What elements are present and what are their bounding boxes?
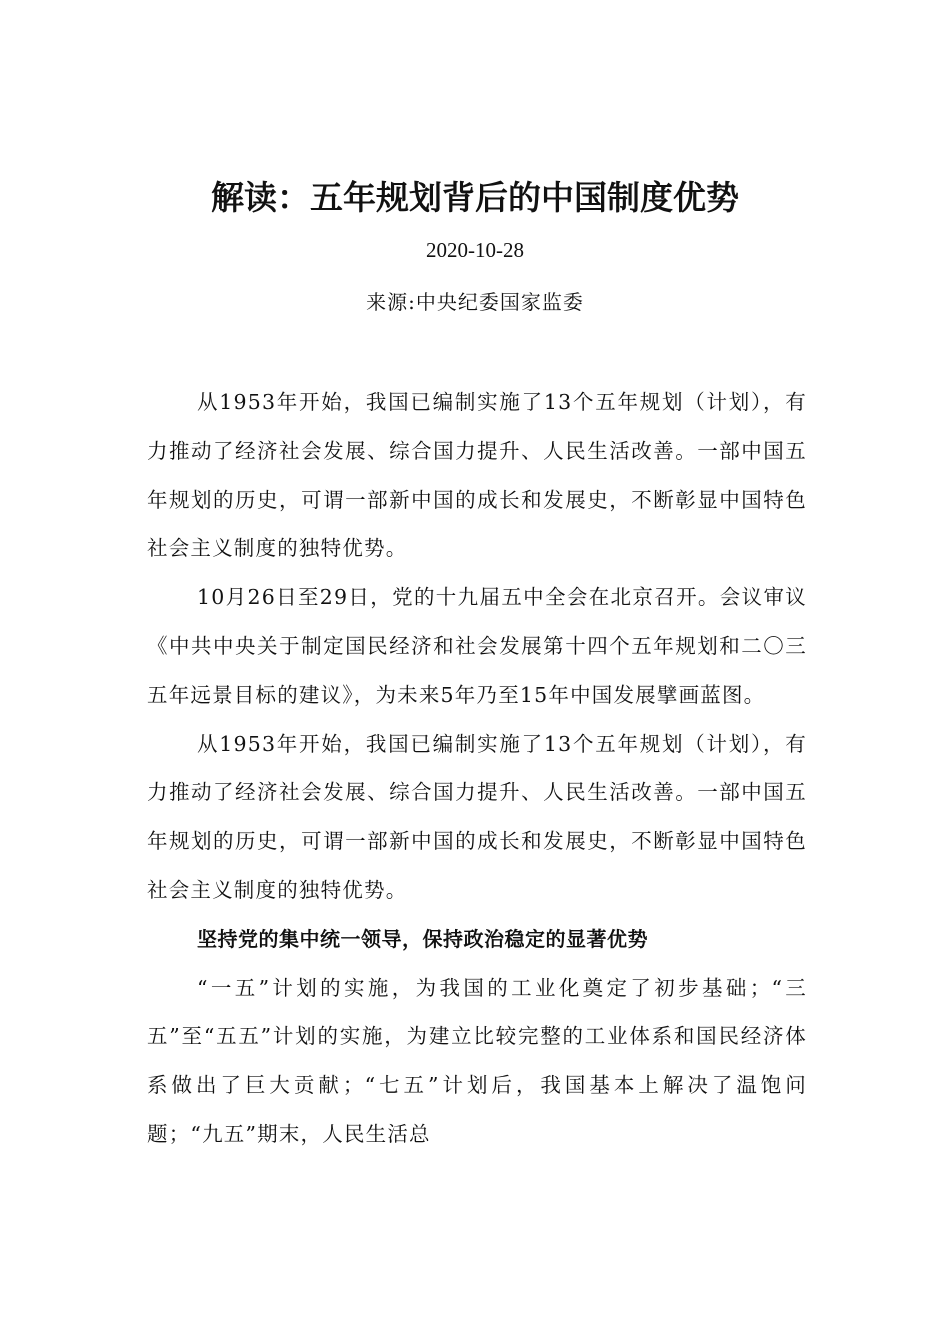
article-date: 2020-10-28 <box>426 238 524 262</box>
article-source: 来源:中央纪委国家监委 <box>366 290 584 314</box>
paragraph-1: 从1953年开始，我国已编制实施了13个五年规划（计划），有力推动了经济社会发展、综合国力提升、人民生活改善。一部中国五年规划的历史，可谓一部新中国的成长和发展史，不断彰显中国特色社会主义制度的独特优势。 <box>147 390 807 561</box>
article-body <box>147 378 807 1159</box>
paragraph-4: “一五”计划的实施，为我国的工业化奠定了初步基础；“三五”至“五五”计划的实施，为建立比较完整的工业体系和国民经济体系做出了巨大贡献；“七五”计划后，我国基本上解决了温饱问题；“九五”期末，人民生活总 <box>147 975 807 1146</box>
paragraph-3: 从1953年开始，我国已编制实施了13个五年规划（计划），有力推动了经济社会发展、综合国力提升、人民生活改善。一部中国五年规划的历史，可谓一部新中国的成长和发展史，不断彰显中国特色社会主义制度的独特优势。 <box>147 731 807 902</box>
section-heading: 坚持党的集中统一领导，保持政治稳定的显著优势 <box>197 926 648 951</box>
article-title: 解读：五年规划背后的中国制度优势 <box>211 178 739 217</box>
paragraph-2: 10月26日至29日，党的十九届五中全会在北京召开。会议审议《中共中央关于制定国民经济和社会发展第十四个五年规划和二〇三五年远景目标的建议》，为未来5年乃至15年中国发展擘画蓝图。 <box>147 585 807 707</box>
